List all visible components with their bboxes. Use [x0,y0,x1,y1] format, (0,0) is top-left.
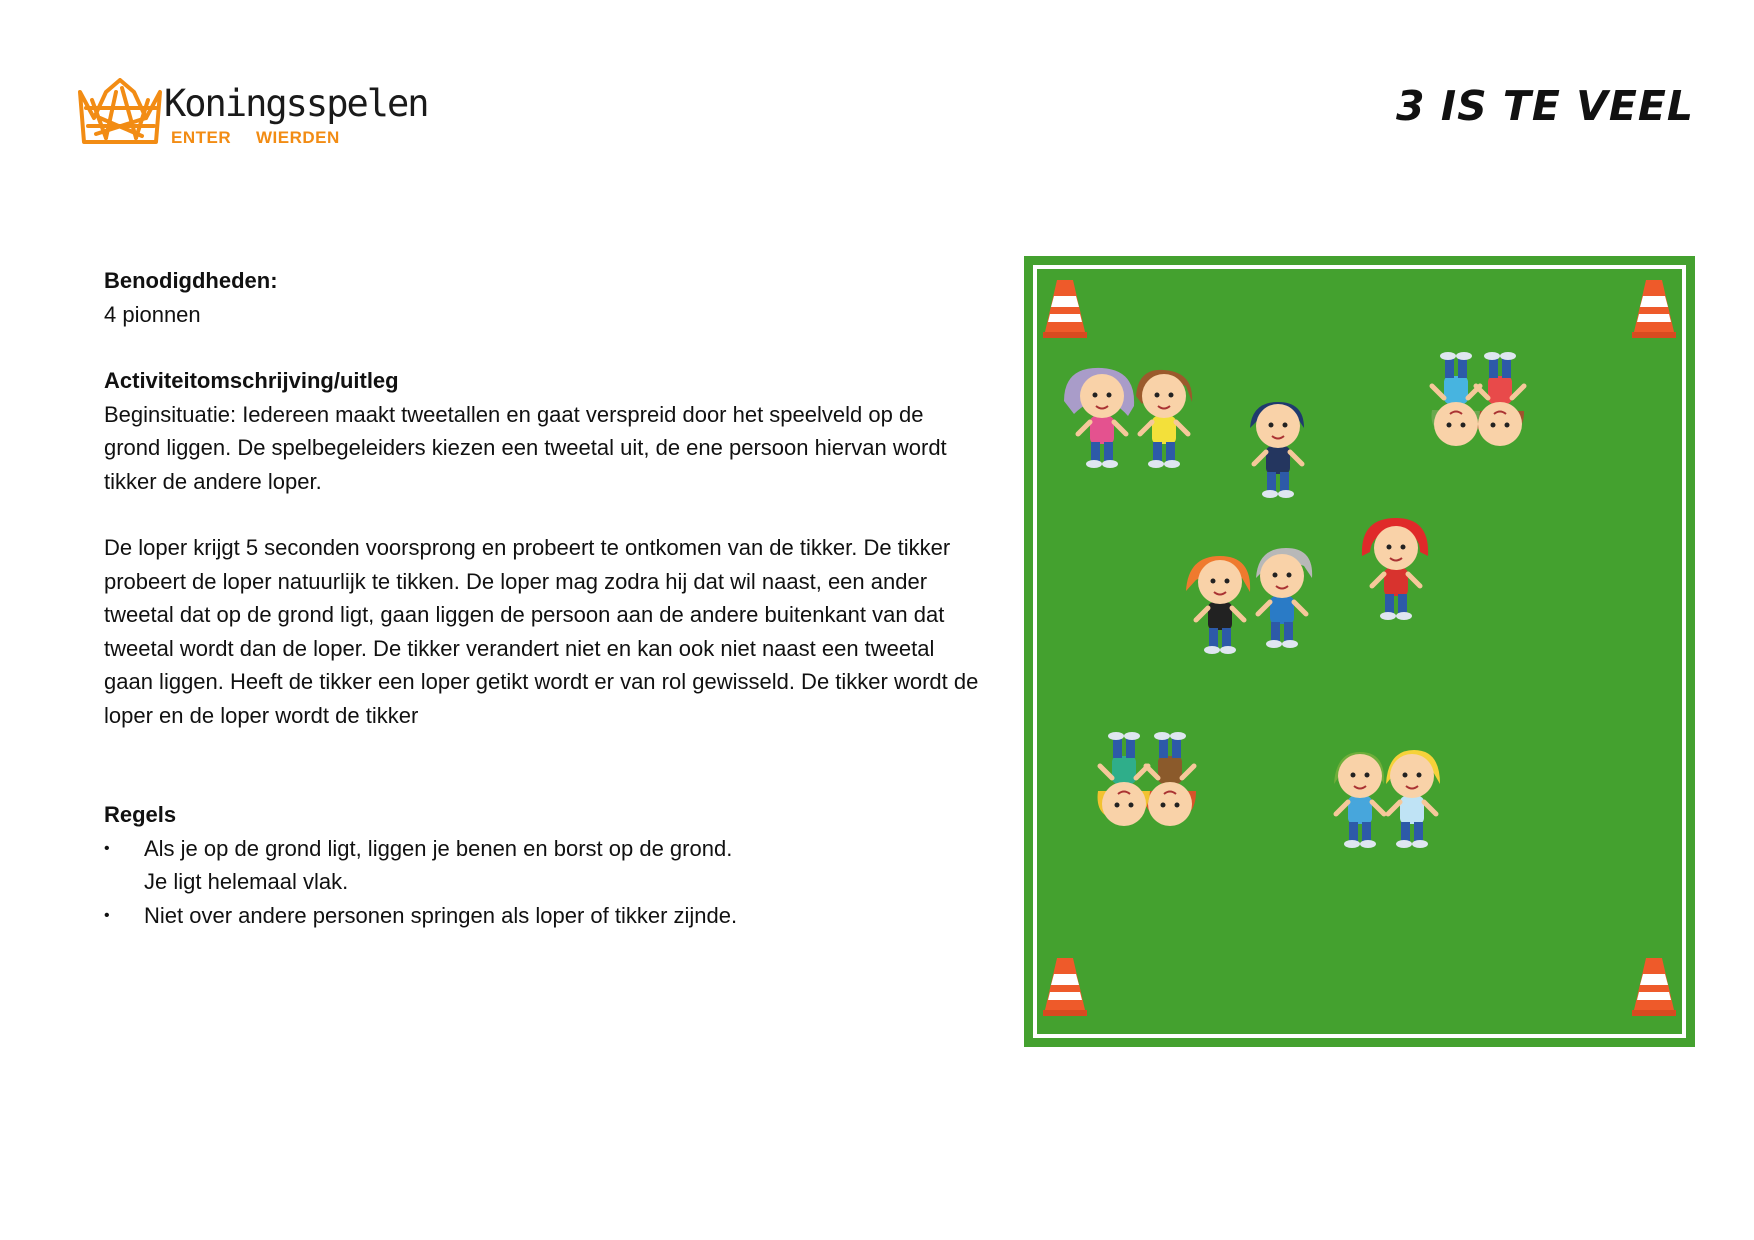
rules-heading: Regels [104,802,177,827]
list-item [104,899,984,933]
grass-field [1024,256,1695,1047]
page-title: 3 IS TE VEEL [1396,82,1694,130]
supplies-value: 4 pionnen [104,301,201,327]
rule-1-line-2: Je ligt helemaal vlak. [144,869,349,894]
koningsspelen-logo [76,78,428,158]
crown-icon [76,78,166,148]
activity-paragraph-2: De loper krijgt 5 seconden voorsprong en probeert te ontkomen van de tikker. De tikker probeert de loper natuurlijk te tikken. De loper mag zodra hij dat wil naast, een ander tweetal dat op de grond ligt, gaan liggen de persoon aan de andere buitenkant van dat tweetal wordt dan de loper. De tikker verandert niet en kan ook niet naast een tweetal gaan liggen. Heeft de tikker een loper getikt wordt er van rol gewisseld. De tikker wordt de loper en de loper wordt de tikker [104,535,979,728]
activity-heading: Activiteitomschrijving/uitleg [104,368,399,393]
rule-2-line-1: Niet over andere personen springen als loper of tikker zijnde. [144,902,738,928]
rule-1-line-1: Als je op de grond ligt, liggen je benen en borst op de grond. [144,835,733,861]
activity-description [104,264,984,932]
logo-sub-left: ENTER [171,128,232,147]
list-item [104,832,984,899]
logo-sub-right: WIERDEN [256,128,340,147]
activity-paragraph-1: Beginsituatie: Iedereen maakt tweetallen en gaat verspreid door het speelveld op de grond liggen. De spelbegeleiders kiezen een tweetal uit, de ene persoon hiervan wordt tikker de andere loper. [104,401,947,494]
rules-list [104,832,984,933]
logo-name: Koningsspelen [164,82,428,125]
supplies-heading: Benodigdheden: [104,268,278,293]
playing-field [1024,256,1695,1047]
